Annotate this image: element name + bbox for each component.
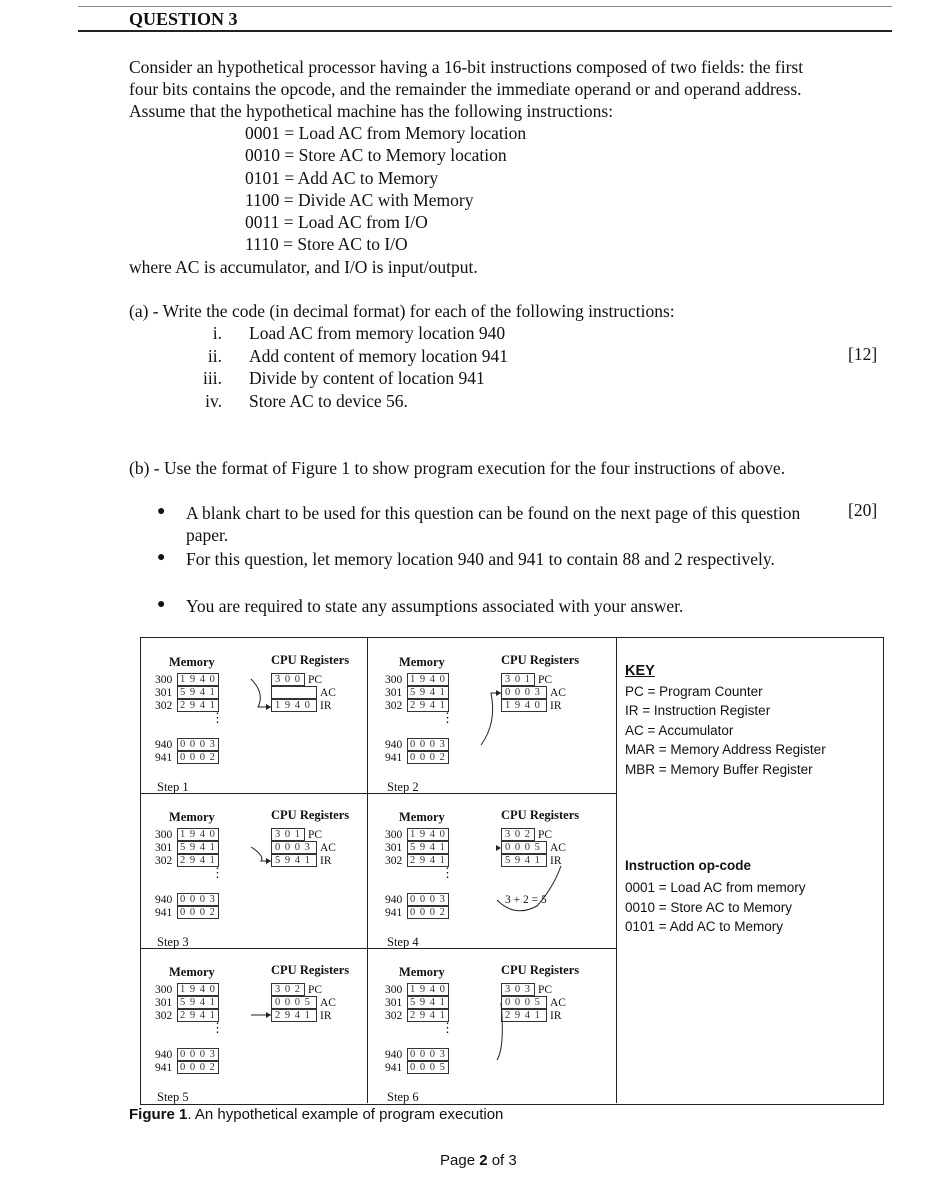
step-6 — [385, 963, 597, 1113]
store-arrow — [497, 1003, 502, 1060]
part-b-marks: [20] — [848, 500, 878, 520]
list-number: iv. — [205, 390, 222, 411]
memory-value: 5 9 4 1 — [177, 841, 219, 854]
memory-address: 940 — [155, 1048, 173, 1061]
list-item: Store AC to device 56. — [249, 390, 408, 411]
arrow-head — [496, 690, 501, 696]
register-label: IR — [320, 854, 332, 867]
register-label: AC — [320, 996, 336, 1009]
page-prefix: Page — [440, 1152, 480, 1169]
key-title: KEY — [625, 663, 655, 679]
page-current: 2 — [479, 1152, 488, 1169]
caption-text: . An hypothetical example of program execution — [187, 1106, 504, 1123]
ellipsis-icon: ⋮ — [211, 865, 224, 880]
list-number: iii. — [203, 368, 222, 388]
execution-steps-grid — [141, 638, 617, 1103]
register-value: 3 0 3 — [501, 983, 535, 996]
list-item: Add content of memory location 941 — [249, 345, 509, 366]
bullet-icon: ● — [157, 550, 166, 565]
step-4 — [385, 808, 597, 958]
memory-value: 5 9 4 1 — [407, 996, 449, 1009]
memory-value: 0 0 0 2 — [407, 751, 449, 764]
arrow-head — [496, 845, 501, 851]
memory-address: 941 — [385, 751, 403, 764]
register-label: PC — [538, 673, 553, 686]
memory-header: Memory — [169, 655, 215, 669]
ellipsis-icon: ⋮ — [441, 865, 454, 880]
register-value: 2 9 4 1 — [271, 1009, 317, 1022]
cpu-registers-header: CPU Registers — [501, 808, 580, 822]
opcode-item: 0001 = Load AC from Memory location — [245, 123, 527, 143]
memory-address: 302 — [385, 699, 403, 712]
list-item: Load AC from memory location 940 — [249, 323, 506, 343]
data-flow-arrows — [155, 653, 367, 803]
memory-value: 0 0 0 3 — [407, 1048, 449, 1061]
register-value: 3 0 0 — [271, 673, 305, 686]
arrow-head — [266, 704, 271, 710]
memory-value: 2 9 4 1 — [407, 699, 449, 712]
register-value: 1 9 4 0 — [271, 699, 317, 712]
data-flow-arrows — [385, 963, 597, 1113]
register-label: AC — [550, 996, 566, 1009]
key-item: IR = Instruction Register — [625, 703, 771, 719]
cpu-registers-header: CPU Registers — [271, 808, 350, 822]
register-value: 0 0 0 5 — [501, 996, 547, 1009]
ellipsis-icon: ⋮ — [211, 1020, 224, 1035]
register-label: PC — [538, 828, 553, 841]
memory-value: 0 0 0 2 — [177, 751, 219, 764]
step-label: Step 5 — [157, 1090, 189, 1104]
memory-value: 0 0 0 2 — [407, 906, 449, 919]
data-flow-arrows — [155, 963, 367, 1113]
memory-header: Memory — [399, 810, 445, 824]
title-rule — [78, 30, 892, 32]
fetch-arrow — [251, 679, 271, 707]
top-border-line — [78, 6, 892, 7]
memory-value: 0 0 0 2 — [177, 906, 219, 919]
memory-address: 941 — [385, 1061, 403, 1074]
memory-address: 940 — [155, 893, 173, 906]
bullet-text: You are required to state any assumptions associated with your answer. — [186, 596, 684, 616]
memory-header: Memory — [169, 965, 215, 979]
part-a-list — [0, 322, 942, 414]
memory-value: 0 0 0 3 — [177, 893, 219, 906]
cpu-registers-header: CPU Registers — [271, 653, 350, 667]
step-2 — [385, 653, 597, 803]
arrow-head — [266, 858, 271, 864]
memory-address: 940 — [385, 893, 403, 906]
register-value: 3 0 1 — [271, 828, 305, 841]
opcode-list — [245, 122, 526, 256]
opcode-item: 0010 = Store AC to Memory location — [245, 145, 507, 166]
list-item: Divide by content of location 941 — [249, 368, 485, 388]
step-label: Step 3 — [157, 935, 189, 949]
memory-address: 941 — [385, 906, 403, 919]
step-label: Step 6 — [387, 1090, 419, 1104]
register-value: 2 9 4 1 — [501, 1009, 547, 1022]
memory-value: 1 9 4 0 — [407, 828, 449, 841]
bullet-icon: ● — [157, 597, 166, 612]
register-value: 3 0 2 — [501, 828, 535, 841]
memory-address: 301 — [155, 841, 173, 854]
memory-value: 5 9 4 1 — [407, 841, 449, 854]
memory-value: 2 9 4 1 — [407, 854, 449, 867]
opcode-item: 0011 = Load AC from I/O — [245, 212, 428, 233]
data-flow-arrows — [385, 653, 597, 803]
page-number — [440, 1152, 517, 1169]
memory-address: 301 — [385, 996, 403, 1009]
key-item: MBR = Memory Buffer Register — [625, 761, 813, 777]
part-a-heading: (a) - Write the code (in decimal format) for each of the following instructions: — [129, 301, 675, 321]
register-value: 3 0 2 — [271, 983, 305, 996]
memory-value: 5 9 4 1 — [407, 686, 449, 699]
key-item: PC = Program Counter — [625, 683, 763, 699]
memory-address: 941 — [155, 1061, 173, 1074]
memory-address: 300 — [385, 828, 403, 841]
memory-value: 1 9 4 0 — [407, 673, 449, 686]
memory-value: 0 0 0 3 — [407, 738, 449, 751]
memory-value: 5 9 4 1 — [177, 996, 219, 1009]
register-label: IR — [550, 854, 562, 867]
opcode-key-title: Instruction op-code — [625, 858, 751, 873]
memory-address: 301 — [385, 686, 403, 699]
opcode-key-item: 0101 = Add AC to Memory — [625, 919, 783, 935]
key-panel — [625, 662, 875, 780]
memory-address: 302 — [155, 1009, 173, 1022]
register-label: PC — [308, 828, 323, 841]
register-value: 0 0 0 3 — [271, 841, 317, 854]
memory-value: 5 9 4 1 — [177, 686, 219, 699]
memory-address: 940 — [385, 1048, 403, 1061]
load-arrow — [481, 693, 501, 745]
memory-value: 1 9 4 0 — [407, 983, 449, 996]
memory-address: 941 — [155, 906, 173, 919]
memory-value: 0 0 0 3 — [177, 1048, 219, 1061]
register-label: AC — [320, 841, 336, 854]
memory-address: 302 — [385, 854, 403, 867]
list-number: ii. — [207, 345, 222, 366]
step-5 — [155, 963, 367, 1113]
register-value: 1 9 4 0 — [501, 699, 547, 712]
memory-value: 2 9 4 1 — [177, 699, 219, 712]
cpu-registers-header: CPU Registers — [501, 653, 580, 667]
memory-address: 302 — [385, 1009, 403, 1022]
memory-value: 0 0 0 5 — [407, 1061, 449, 1074]
page-suffix: of 3 — [487, 1152, 517, 1169]
memory-address: 302 — [155, 699, 173, 712]
cpu-registers-header: CPU Registers — [271, 963, 350, 977]
opcode-key-list — [625, 878, 805, 937]
register-label: PC — [538, 983, 553, 996]
bullet-icon: ● — [157, 504, 166, 519]
memory-header: Memory — [399, 965, 445, 979]
register-label: AC — [550, 686, 566, 699]
register-label: IR — [320, 1009, 332, 1022]
key-item: MAR = Memory Address Register — [625, 742, 826, 758]
register-value: 0 0 0 5 — [501, 841, 547, 854]
data-flow-arrows — [385, 808, 597, 958]
opcode-item: 1110 = Store AC to I/O — [245, 234, 408, 255]
opcode-item: 1100 = Divide AC with Memory — [245, 189, 474, 210]
memory-header: Memory — [169, 810, 215, 824]
question-title: QUESTION 3 — [129, 9, 238, 29]
figure-1 — [140, 637, 884, 1105]
figure-caption — [129, 1106, 503, 1123]
memory-header: Memory — [399, 655, 445, 669]
register-value: 0 0 0 3 — [501, 686, 547, 699]
memory-value: 1 9 4 0 — [177, 828, 219, 841]
sum-annotation: 3 + 2 = 5 — [505, 894, 547, 906]
ellipsis-icon: ⋮ — [441, 1020, 454, 1035]
memory-value: 2 9 4 1 — [407, 1009, 449, 1022]
memory-address: 300 — [155, 983, 173, 996]
memory-address: 301 — [155, 686, 173, 699]
memory-address: 300 — [385, 673, 403, 686]
register-value: 5 9 4 1 — [271, 854, 317, 867]
memory-address: 300 — [155, 828, 173, 841]
intro-paragraph: Consider an hypothetical processor having a 16-bit instructions composed of two fields: the first four bits contains the opcode, and the remainder the immediate operand or and operand address. Assume that the hypothetical machine has the following instructions: — [129, 57, 804, 121]
memory-value: 0 0 0 3 — [177, 738, 219, 751]
register-label: IR — [550, 699, 562, 712]
memory-address: 301 — [155, 996, 173, 1009]
memory-address: 302 — [155, 854, 173, 867]
memory-address: 941 — [155, 751, 173, 764]
grid-divider — [367, 638, 368, 1103]
register-value: 3 0 1 — [501, 673, 535, 686]
register-value: 5 9 4 1 — [501, 854, 547, 867]
register-label: IR — [550, 1009, 562, 1022]
opcode-key-item: 0010 = Store AC to Memory — [625, 899, 792, 915]
bullet-text: A blank chart to be used for this question can be found on the next page of this question paper. — [186, 503, 801, 545]
fetch-arrow — [251, 847, 271, 861]
step-label: Step 2 — [387, 780, 419, 794]
memory-address: 301 — [385, 841, 403, 854]
step-label: Step 1 — [157, 780, 189, 794]
part-b-heading: (b) - Use the format of Figure 1 to show program execution for the four instructions of above. — [129, 458, 786, 478]
opcode-item: 0101 = Add AC to Memory — [245, 167, 439, 188]
arrow-head — [266, 1012, 271, 1018]
key-item: AC = Accumulator — [625, 722, 734, 738]
where-line: where AC is accumulator, and I/O is input/output. — [129, 257, 478, 277]
memory-value: 0 0 0 3 — [407, 893, 449, 906]
list-number: i. — [212, 323, 222, 343]
memory-value: 0 0 0 2 — [177, 1061, 219, 1074]
memory-value: 1 9 4 0 — [177, 673, 219, 686]
register-label: AC — [550, 841, 566, 854]
step-1 — [155, 653, 367, 803]
register-label: IR — [320, 699, 332, 712]
opcode-key-item: 0001 = Load AC from memory — [625, 880, 806, 895]
register-value: 0 0 0 5 — [271, 996, 317, 1009]
register-label: PC — [308, 673, 323, 686]
bullet-text: For this question, let memory location 940 and 941 to contain 88 and 2 respectively. — [186, 549, 775, 569]
step-3 — [155, 808, 367, 958]
step-label: Step 4 — [387, 935, 419, 949]
cpu-registers-header: CPU Registers — [501, 963, 580, 977]
memory-address: 940 — [385, 738, 403, 751]
memory-value: 2 9 4 1 — [177, 854, 219, 867]
memory-value: 2 9 4 1 — [177, 1009, 219, 1022]
ellipsis-icon: ⋮ — [441, 710, 454, 725]
data-flow-arrows — [155, 808, 367, 958]
memory-value: 1 9 4 0 — [177, 983, 219, 996]
memory-address: 300 — [155, 673, 173, 686]
memory-address: 300 — [385, 983, 403, 996]
register-label: PC — [308, 983, 323, 996]
memory-address: 940 — [155, 738, 173, 751]
caption-label: Figure 1 — [129, 1106, 188, 1123]
register-label: AC — [320, 686, 336, 699]
part-a-marks: [12] — [848, 344, 878, 364]
ellipsis-icon: ⋮ — [211, 710, 224, 725]
